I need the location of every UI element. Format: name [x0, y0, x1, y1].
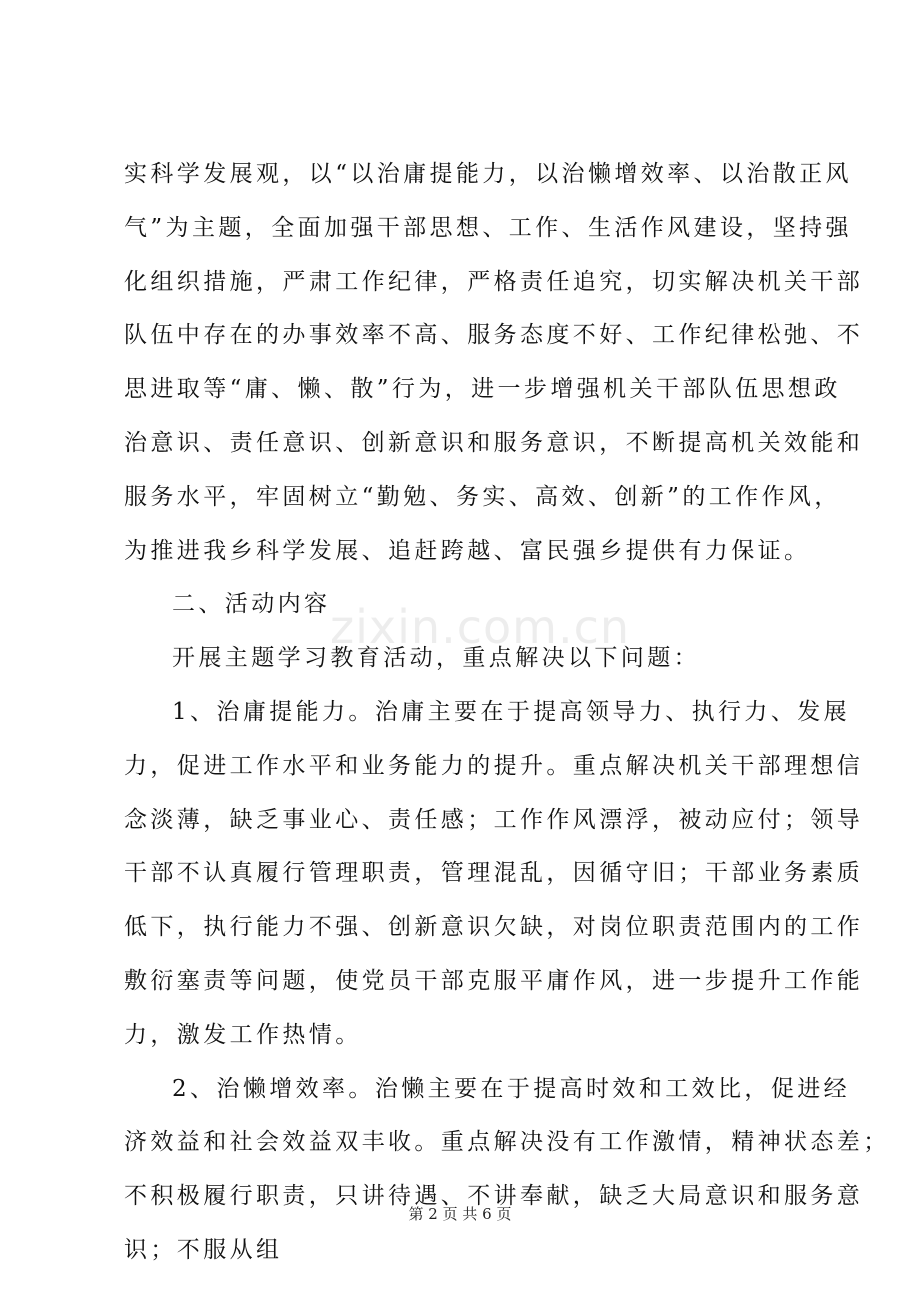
- text-line: 念淡薄，缺乏事业心、责任感；工作作风漂浮，被动应付；领导: [124, 806, 864, 833]
- watermark: zixin.com.cn: [330, 600, 631, 654]
- text-line: 敷衍塞责等问题，使党员干部克服平庸作风，进一步提升工作能: [124, 967, 864, 994]
- text-line: 实科学发展观，以“以治庸提能力，以治懒增效率、以治散正风: [124, 161, 852, 187]
- text-line: 不积极履行职责，只讲待遇、不讲奉献，缺乏大局意识和服务意: [124, 1183, 864, 1210]
- text-line: 服务水平，牢固树立“勤勉、务实、高效、创新”的工作作风，: [124, 483, 841, 510]
- section-heading: 二、活动内容: [172, 591, 331, 618]
- text-line: 为推进我乡科学发展、追赶跨越、富民强乡提供有力保证。: [124, 537, 811, 564]
- text-line: 开展主题学习教育活动，重点解决以下问题：: [172, 645, 700, 672]
- text-line: 气”为主题，全面加强干部思想、工作、生活作风建设，坚持强: [124, 214, 852, 241]
- text-line: 低下，执行能力不强、创新意识欠缺，对岗位职责范围内的工作: [124, 914, 864, 941]
- text-line: 治意识、责任意识、创新意识和服务意识，不断提高机关效能和: [124, 429, 864, 456]
- text-line: 化组织措施，严肃工作纪律，严格责任追究，切实解决机关干部: [124, 268, 864, 295]
- text-line: 干部不认真履行管理职责，管理混乱，因循守旧；干部业务素质: [124, 860, 864, 887]
- text-line: 识；不服从组: [124, 1236, 283, 1263]
- text-line: 济效益和社会效益双丰收。重点解决没有工作激情，精神状态差；: [124, 1129, 890, 1156]
- body-text: [124, 148, 890, 1278]
- text-line: 1、治庸提能力。治庸主要在于提高领导力、执行力、发展: [172, 698, 851, 725]
- text-line: 思进取等“庸、懒、散”行为，进一步增强机关干部队伍思想政: [124, 376, 841, 403]
- text-line: 力，促进工作水平和业务能力的提升。重点解决机关干部理想信: [124, 752, 864, 779]
- text-line: 力，激发工作热情。: [124, 1021, 362, 1048]
- text-line: 队伍中存在的办事效率不高、服务态度不好、工作纪律松弛、不: [124, 322, 864, 349]
- page-number-footer: 第 2 页 共 6 页: [408, 1205, 512, 1223]
- text-line: 2、治懒增效率。治懒主要在于提高时效和工效比，促进经: [172, 1075, 851, 1102]
